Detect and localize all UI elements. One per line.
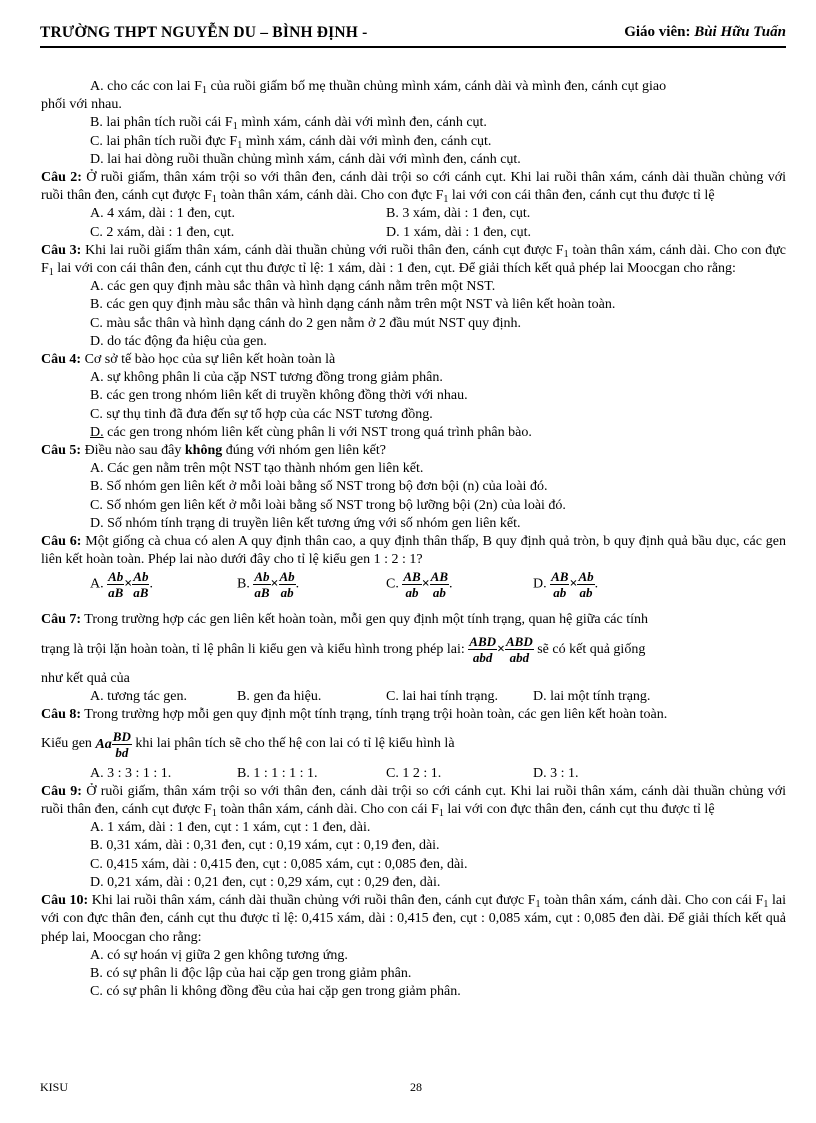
q3-option-a: A. các gen quy định màu sắc thân và hình dạng cánh nằm trên một NST. — [90, 279, 496, 295]
question-7-line3: như kết quả của — [41, 670, 130, 686]
q4-option-d: D. các gen trong nhóm liên kết cùng phân li với NST trong quá trình phân bào. — [90, 424, 532, 440]
intro-option-a-cont: phối với nhau. — [41, 97, 122, 113]
intro-option-a: A. cho các con lai $F_1$ của ruồi giấm bố mẹ thuần chủng mình xám, cánh dài và mình đen, cánh cụt giao — [90, 79, 667, 96]
question-2: Câu 2: Ở ruồi giấm, thân xám trội so với thân đen, cánh dài trội so cới cánh cụt. Khi lai ruồi thân xám, cánh dài thuần chủng với ruồi thân đen, cánh cụt được $F_1$ toàn thân xám, cánh dài. Cho con đực $F_1$ lai với con cái thân đen, cánh cụt thu được tỉ lệ — [41, 170, 786, 206]
q9-option-d: D. 0,21 xám, dài : 0,21 đen, cụt : 0,29 xám, cụt : 0,29 đen, dài. — [90, 874, 441, 890]
q2-option-b: B. 3 xám, dài : 1 đen, cụt. — [386, 206, 531, 222]
q5-option-d: D. Số nhóm tính trạng di truyền liên kết tương ứng với số nhóm gen liên kết. — [90, 515, 521, 531]
q9-option-a: A. 1 xám, dài : 1 đen, cụt : 1 xám, cụt : 1 đen, dài. — [90, 820, 371, 836]
q2-option-d: D. 1 xám, dài : 1 đen, cụt. — [386, 224, 532, 240]
q6-option-c: C. $\frac{AB}{ab}$ × $\frac{AB}{ab}$ . — [386, 569, 453, 601]
q10-option-c: C. có sự phân li không đồng đều của hai cặp gen trong giảm phân. — [90, 984, 461, 1000]
q8-option-b: B. 1 : 1 : 1 : 1. — [237, 765, 318, 781]
q7-options — [41, 688, 786, 706]
q7-option-d: D. lai một tính trạng. — [533, 689, 651, 705]
q5-option-b: B. Số nhóm gen liên kết ở mỗi loài bằng số NST trong bộ đơn bội (n) của loài đó. — [90, 479, 548, 495]
question-6: Câu 6: Một giống cà chua có alen A quy định thân cao, a quy định thân thấp, B quy định quả tròn, b quy định quả bầu dục, các gen liên kết hoàn toàn. Phép lai nào dưới đây cho tỉ lệ kiểu gen 1 : 2 : 1? — [41, 534, 786, 568]
question-10: Câu 10: Khi lai ruồi thân xám, cánh dài thuần chủng với ruồi thân đen, cánh cụt được $F_1$ toàn thân xám, cánh dài. Cho con cái $F_1$ lai với con đực thân đen, cánh cụt thu được tỉ lệ: 0,415 xám, dài : 0,415 đen, cụt : 0,085 xám, cụt : 0,085 đen dài. Để giải thích kết quả phép lai, Moocgan cho rằng: — [41, 893, 786, 945]
q4-option-b: B. các gen trong nhóm liên kết di truyền không đồng thời với nhau. — [90, 388, 468, 404]
question-7-line2: trạng là trội lặn hoàn toàn, tỉ lệ phân li kiểu gen và kiểu hình trong phép lai: $\frac{\text{ABD}}{\text{abd}}$ × $\frac{\text{ABD}}{\text{abd}}$ sẽ có kết quả giống — [41, 634, 646, 666]
page-header — [40, 24, 786, 48]
q7-option-b: B. gen đa hiệu. — [237, 689, 322, 705]
q6-option-d: D. $\frac{AB}{ab}$ × $\frac{Ab}{ab}$ . — [533, 569, 599, 601]
question-8-line2: Kiểu gen Aa $\frac{BD}{bd}$ khi lai phân tích sẽ cho thế hệ con lai có tỉ lệ kiểu hình là — [41, 728, 455, 760]
footer-label: KISU — [40, 1080, 69, 1094]
q4-option-a: A. sự không phân li của cặp NST tương đồng trong giảm phân. — [90, 370, 443, 386]
q10-option-b: B. có sự phân li độc lập của hai cặp gen trong giảm phân. — [90, 965, 412, 981]
question-7: Câu 7: Trong trường hợp các gen liên kết hoàn toàn, mỗi gen quy định một tính trạng, quan hệ giữa các tính — [41, 612, 648, 628]
q2-option-a: A. 4 xám, dài : 1 đen, cụt. — [90, 206, 236, 222]
q8-option-d: D. 3 : 1. — [533, 765, 579, 781]
teacher-label: Giáo viên: — [624, 24, 691, 40]
question-2-options-row2 — [41, 224, 786, 242]
q9-option-c: C. 0,415 xám, dài : 0,415 đen, cụt : 0,085 xám, cụt : 0,085 đen, dài. — [90, 856, 468, 872]
page-number: 28 — [410, 1080, 422, 1094]
q6-option-a: A. $\frac{Ab}{aB}$ × $\frac{Ab}{aB}$ . — [90, 569, 153, 601]
question-4: Câu 4: Cơ sở tế bào học của sự liên kết hoàn toàn là — [41, 352, 336, 368]
question-2-options-row1 — [41, 205, 786, 223]
page-content — [41, 78, 786, 1001]
q8-option-a: A. 3 : 3 : 1 : 1. — [90, 765, 172, 781]
q10-option-a: A. có sự hoán vị giữa 2 gen không tương ứng. — [90, 947, 348, 963]
q8-option-c: C. 1 2 : 1. — [386, 765, 442, 781]
question-3: Câu 3: Khi lai ruồi giấm thân xám, cánh dài thuần chủng với ruồi thân đen, cánh cụt được $F_1$ toàn thân xám, cánh dài. Cho con đực $F_1$ lai với con cái thân đen, cánh cụt thu được tỉ lệ: 1 xám, dài : 1 đen, cụt. Để giải thích kết quả phép lai Moocgan cho rằng: — [41, 242, 786, 278]
q6-option-b: B. $\frac{Ab}{aB}$ × $\frac{Ab}{ab}$ . — [237, 569, 300, 601]
intro-option-c: C. lai phân tích ruồi đực $F_1$ mình xám, cánh dài với mình đen, cánh cụt. — [90, 133, 492, 151]
question-9: Câu 9: Ở ruồi giấm, thân xám trội so với thân đen, cánh dài trội so cới cánh cụt. Khi lai ruồi thân xám, cánh dài thuần chủng với ruồi thân đen, cánh cụt được $F_1$ toàn thân xám, cánh dài. Cho con cái $F_1$ lai với con đực thân đen, cánh cụt thu được tỉ lệ — [41, 783, 786, 820]
intro-option-d: D. lai hai dòng ruồi thuần chủng mình xám, cánh dài với mình đen, cánh cụt. — [90, 151, 521, 167]
q6-options — [41, 569, 786, 609]
q3-option-d: D. do tác động đa hiệu của gen. — [90, 333, 267, 349]
q5-option-c: C. Số nhóm gen liên kết ở mỗi loài bằng số NST trong bộ lưỡng bội (2n) của loài đó. — [90, 497, 566, 513]
question-8: Câu 8: Trong trường hợp mỗi gen quy định một tính trạng, tính trạng trội hoàn toàn, các gen liên kết hoàn toàn. — [41, 707, 668, 723]
q7-option-c: C. lai hai tính trạng. — [386, 689, 498, 705]
q5-option-a: A. Các gen nằm trên một NST tạo thành nhóm gen liên kết. — [90, 461, 424, 477]
q4-option-c: C. sự thụ tinh đã đưa đến sự tổ hợp của các NST tương đồng. — [90, 406, 433, 422]
teacher-name: Bùi Hữu Tuấn — [694, 24, 786, 40]
q7-option-a: A. tương tác gen. — [90, 689, 188, 705]
school-name: TRƯỜNG THPT NGUYỄN DU – BÌNH ĐỊNH - — [40, 24, 368, 41]
intro-option-b: B. lai phân tích ruồi cái $F_1$ mình xám, cánh dài với mình đen, cánh cụt. — [90, 115, 487, 133]
teacher-info — [624, 24, 786, 41]
q8-options — [41, 765, 786, 783]
q3-option-b: B. các gen quy định màu sắc thân và hình dạng cánh nằm trên một NST và liên kết hoàn toàn. — [90, 297, 616, 313]
q9-option-b: B. 0,31 xám, dài : 0,31 đen, cụt : 0,19 xám, cụt : 0,19 đen, dài. — [90, 838, 440, 854]
question-5: Câu 5: Điều nào sau đây không đúng với nhóm gen liên kết? — [41, 443, 386, 459]
q3-option-c: C. màu sắc thân và hình dạng cánh do 2 gen nằm ở 2 đầu mút NST quy định. — [90, 315, 521, 331]
q2-option-c: C. 2 xám, dài : 1 đen, cụt. — [90, 224, 235, 240]
